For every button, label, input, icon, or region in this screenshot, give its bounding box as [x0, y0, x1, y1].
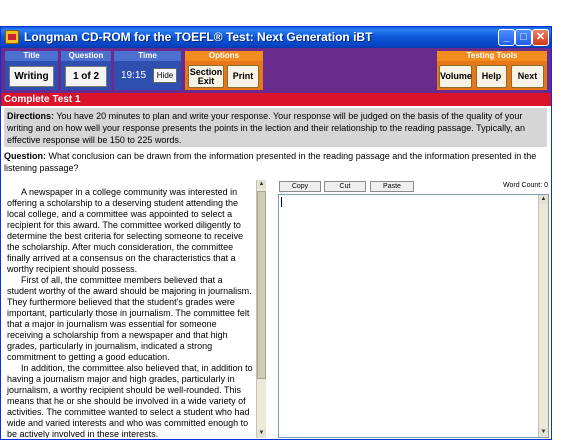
time-group	[114, 51, 181, 90]
options-group	[185, 51, 263, 90]
question-group	[61, 51, 111, 90]
scroll-down-icon[interactable]: ▼	[258, 430, 265, 436]
testing-tools-label: Testing Tools	[437, 51, 547, 61]
hide-time-button[interactable]: Hide	[153, 68, 177, 83]
title-group	[5, 51, 58, 90]
text-caret	[281, 197, 282, 207]
directions-label: Directions:	[7, 111, 55, 121]
reading-passage-pane	[4, 180, 266, 438]
question-label: Question:	[4, 151, 46, 161]
maximize-button[interactable]: □	[515, 29, 532, 46]
scroll-down-icon[interactable]: ▼	[540, 429, 547, 435]
copy-button[interactable]: Copy	[279, 181, 321, 192]
response-scrollbar[interactable]	[538, 195, 548, 437]
title-bar[interactable]	[1, 27, 551, 48]
close-button[interactable]: ✕	[532, 29, 549, 46]
directions-text: You have 20 minutes to plan and write your response. Your response will be judged on the basis of the quality of your writing and on how well your response presents the points in the lection and their relationship to the reading passage. Typically, an effective response will be 150 to 225 words.	[7, 111, 525, 145]
response-pane	[275, 180, 550, 438]
app-icon	[5, 30, 19, 44]
section-title: Complete Test 1	[1, 93, 551, 106]
scroll-up-icon[interactable]: ▲	[540, 196, 547, 202]
next-button[interactable]: Next	[511, 65, 544, 88]
print-button[interactable]: Print	[227, 65, 259, 88]
testing-tools-group	[437, 51, 547, 90]
volume-button[interactable]: Volume	[439, 65, 472, 88]
question-box	[4, 150, 547, 174]
reading-paragraph: In addition, the committee also believed that, in addition to having a journalism major and high grades, particularly in journalism, a worthy recipient should be well-rounded. This means that he or she should be involved in a wide variety of activities. The committee wanted to select a student who had wide and varied interests and who was committed enough to be actively involved in these interests.	[7, 363, 253, 438]
minimize-button[interactable]: _	[498, 29, 515, 46]
reading-paragraph: A newspaper in a college community was interested in offering a scholarship to a deserving student attending the local college, and a committee was appointed to select a recipient for this award. The committee worked diligently to determine the best criteria for selecting someone to receive the scholarship. After much consideration, the committee finally arrived at a consensus on the characteristics that a worthy recipient should possess.	[7, 187, 244, 274]
cut-button[interactable]: Cut	[324, 181, 366, 192]
window-title: Longman CD-ROM for the TOEFL® Test: Next Generation iBT	[24, 30, 373, 44]
reading-passage	[7, 187, 253, 438]
question-group-label: Question	[61, 51, 111, 61]
word-count: Word Count: 0	[502, 182, 548, 189]
app-window	[0, 26, 552, 440]
section-exit-button[interactable]: Section Exit	[189, 67, 223, 86]
title-group-label: Title	[5, 51, 58, 61]
reading-scroll-thumb[interactable]	[257, 191, 266, 379]
time-group-label: Time	[114, 51, 181, 61]
response-toolbar	[275, 180, 550, 192]
help-button[interactable]: Help	[476, 65, 507, 88]
reading-scrollbar[interactable]	[256, 180, 266, 438]
directions-box	[4, 108, 547, 147]
paste-button[interactable]: Paste	[370, 181, 414, 192]
toolbar	[1, 48, 551, 93]
scroll-up-icon[interactable]: ▲	[258, 181, 265, 187]
reading-paragraph: First of all, the committee members believed that a student worthy of the award should be majoring in journalism. They furthermore believed that the student's grades were important, particularly those in journalism. The committee felt that a major in journalism was essential for someone receiving a scholarship from a newspaper and that high grades, particularly in journalism, indicated a strong commitment to getting a good education.	[7, 275, 252, 362]
title-value: Writing	[9, 66, 54, 87]
time-value: 19:15	[121, 70, 147, 81]
question-value: 1 of 2	[65, 66, 107, 87]
response-textarea[interactable]	[278, 194, 549, 438]
options-group-label: Options	[185, 51, 263, 61]
question-text: What conclusion can be drawn from the information presented in the reading passage and the information presented in the listening passage?	[4, 151, 537, 173]
